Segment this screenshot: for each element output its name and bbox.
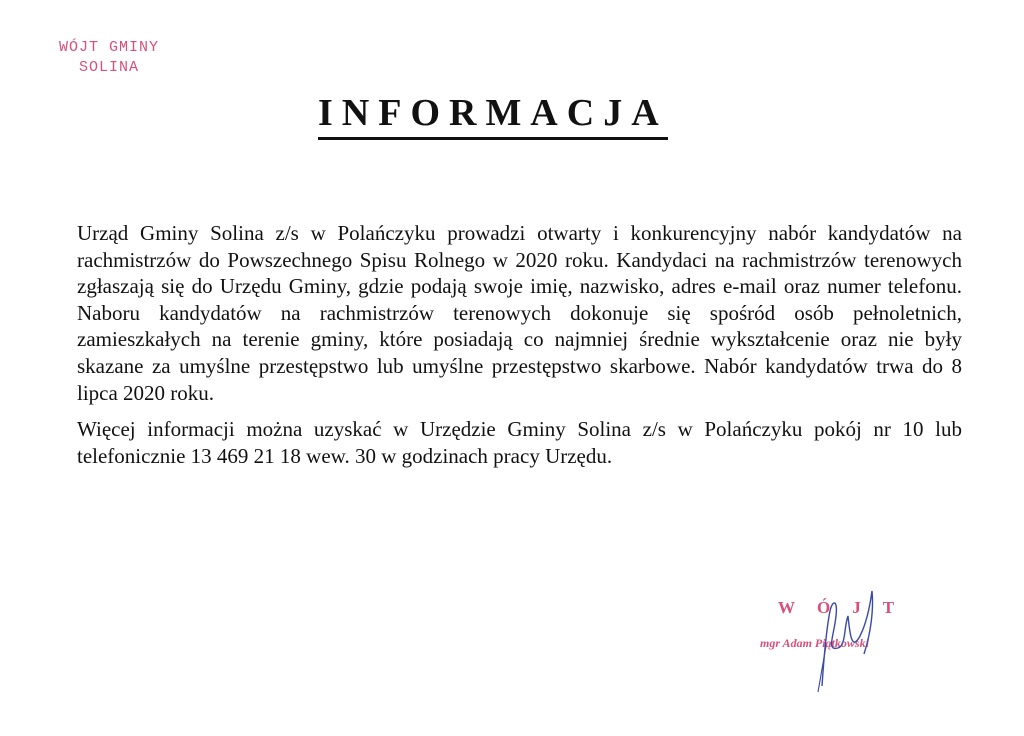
document-body xyxy=(77,220,962,469)
handwritten-signature xyxy=(752,576,927,696)
signature-stamp-title: WÓJT xyxy=(778,598,917,617)
signature-stamp-name: mgr Adam Piątkowski xyxy=(760,636,869,650)
signature-stamp xyxy=(752,596,927,676)
paragraph-2: Więcej informacji można uzyskać w Urzędzie Gminy Solina z/s w Polańczyku pokój nr 10 lub telefonicznie 13 469 21 18 wew. 30 w godzinach pracy Urzędu. xyxy=(77,417,962,468)
paragraph-1: Urząd Gminy Solina z/s w Polańczyku prowadzi otwarty i konkurencyjny nabór kandydatów na rachmistrzów do Powszechnego Spisu Rolnego w 2020 roku. Kandydaci na rachmistrzów terenowych zgłaszają się do Urzędu Gminy, gdzie podają swoje imię, nazwisko, adres e-mail oraz numer telefonu. Naboru kandydatów na rachmistrzów terenowych dokonuje się spośród osób pełnoletnich, zamieszkałych na terenie gminy, które posiadają co najmniej średnie wykształcenie oraz nie były skazane za umyślne przestępstwo lub umyślne przestępstwo skarbowe. Nabór kandydatów trwa do 8 lipca 2020 roku. xyxy=(77,221,962,405)
stamp-line-2: SOLINA xyxy=(78,59,139,76)
stamp-line-1: WÓJT GMINY xyxy=(58,39,159,56)
page-title: INFORMACJA xyxy=(318,90,668,140)
header-stamp xyxy=(34,38,184,78)
